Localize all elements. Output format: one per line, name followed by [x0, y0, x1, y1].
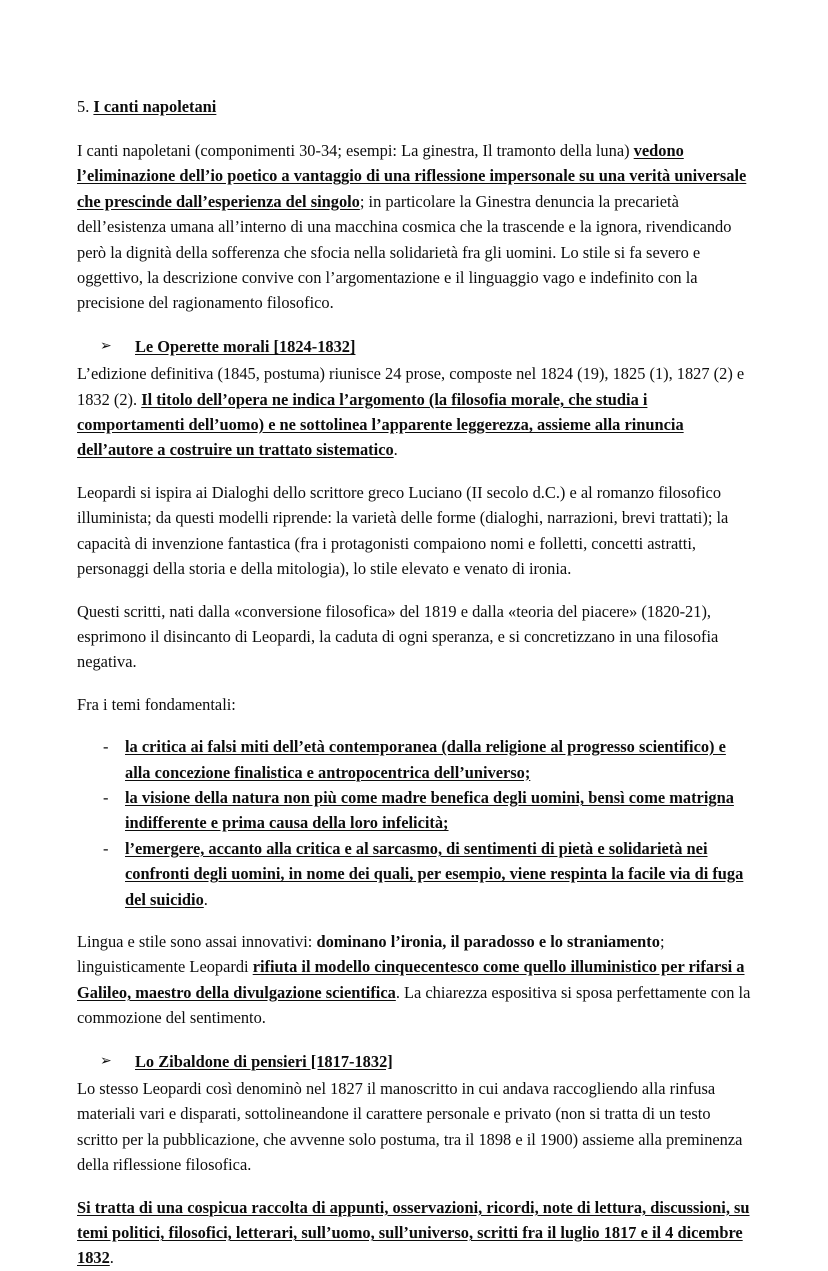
paragraph-raccolta [77, 1195, 753, 1271]
paragraph-temi-intro: Fra i temi fondamentali: [77, 694, 236, 714]
paragraph-scritti: Questi scritti, nati dalla «conversione filosofica» del 1819 e dalla «teoria del piacere» (1820-21), esprimono il disincanto di Leopardi, la caduta di ogni speranza, e si concretizzano in una filosofia negativa. [77, 601, 719, 672]
list-item-tail: . [203, 889, 208, 909]
paragraph-lingua-stile [77, 929, 753, 1031]
list-item-text: la visione della natura non più come madre benefica degli uomini, bensì come matrigna indifferente e prima causa della loro infelicità; [125, 787, 734, 833]
paragraph-operette-intro [77, 361, 753, 463]
paragraph-modelli: Leopardi si ispira ai Dialoghi dello scrittore greco Luciano (II secolo d.C.) e al romanzo filosofico illuminista; da questi modelli riprende: la varietà delle forme (dialoghi, narrazioni, brevi trattati); la capacità di invenzione fantastica (fra i protagonisti compaiono nomi e folletti, concetti astratti, personaggi della storia e della mitologia), lo stile elevato e venato di ironia. [77, 482, 729, 579]
subheading-zibaldone-label: Lo Zibaldone di pensieri [1817-1832] [135, 1051, 393, 1071]
paragraph-lingua-emphasis: rifiuta il modello cinquecentesco come quello illuministico per rifarsi a Galileo, maestro della divulgazione scientifica [77, 957, 745, 1002]
paragraph-canti-rest: ; in particolare la Ginestra denuncia la precarietà dell’esistenza umana all’interno di una macchina cosmica che la trascende e la ignora, rivendicando però la dignità della sofferenza che sfocia nella solidarietà fra gli uomini. Lo stile si fa severo e oggettivo, la descrizione convive con l’argomentazione e il linguaggio vago e indefinito con la precisione del ragionamento filosofico. [77, 191, 732, 313]
list-item [77, 836, 753, 912]
list-item-text: la critica ai falsi miti dell’età contemporanea (dalla religione al progresso scientifico) e alla concezione finalistica e antropocentrica dell’universo; [125, 737, 726, 782]
paragraph-lingua-rest: . La chiarezza espositiva si sposa perfettamente con la commozione del sentimento. [77, 982, 751, 1028]
paragraph-lingua-bold: dominano l’ironia, il paradosso e lo straniamento [316, 931, 660, 951]
paragraph-canti-napoletani [77, 138, 753, 316]
paragraph-canti-lead: I canti napoletani (componimenti 30-34; esempi: La ginestra, Il tramonto della luna) [77, 141, 634, 160]
dash-bullet-icon: - [103, 737, 109, 757]
list-item-text: l’emergere, accanto alla critica e al sarcasmo, di sentimenti di pietà e solidarietà nei confronti degli uomini, in nome dei quali, per esempio, viene respinta la facile via di fuga del suicidio [125, 838, 744, 909]
paragraph-lingua-mid: ; linguisticamente Leopardi [77, 931, 665, 977]
section-title: I canti napoletani [93, 97, 217, 116]
dash-bullet-icon: - [103, 787, 109, 807]
subheading-operette-label: Le Operette morali [1824-1832] [135, 336, 356, 356]
paragraph-raccolta-rest: . [109, 1248, 114, 1268]
section-number: 5. [77, 97, 90, 116]
paragraph-zibaldone: Lo stesso Leopardi così denominò nel 1827 il manoscritto in cui andava raccogliendo alla rinfusa materiali vari e disparati, sottolineandone il carattere personale e privato (non si tratta di un testo scritto per la pubblicazione, che avvenne solo postuma, tra il 1898 e il 1900) assieme alla preminenza della riflessione filosofica. [77, 1079, 743, 1175]
paragraph-operette-lead: L’edizione definitiva (1845, postuma) riunisce 24 prose, composte nel 1824 (19), 1825 (1), 1827 (2) e 1832 (2). [77, 364, 745, 409]
paragraph-raccolta-emphasis: Si tratta di una cospicua raccolta di appunti, osservazioni, ricordi, note di lettura, discussioni, su temi politici, filosofici, letterari, sull’uomo, sull’universo, scritti fra il luglio 1817 e il 4 dicembre 1832 [77, 1197, 750, 1268]
list-item [77, 734, 753, 785]
paragraph-operette-rest: . [393, 440, 398, 460]
paragraph-canti-emphasis: vedono l’eliminazione dell’io poetico a vantaggio di una riflessione impersonale su una verità universale che prescinde dall’esperienza del singolo [77, 141, 747, 211]
temi-list [77, 734, 753, 912]
subheading-operette-morali [77, 334, 753, 359]
list-item [77, 785, 753, 836]
paragraph-operette-emphasis: Il titolo dell’opera ne indica l’argomento (la filosofia morale, che studia i comportamenti dell’uomo) e ne sottolinea l’apparente leggerezza, assieme alla rinuncia dell’autore a costruire un trattato sistematico [77, 389, 684, 460]
subheading-zibaldone [77, 1049, 753, 1074]
dash-bullet-icon: - [103, 838, 109, 858]
paragraph-lingua-lead: Lingua e stile sono assai innovativi: [77, 931, 317, 951]
page-title [77, 96, 753, 118]
arrowhead-bullet-icon: ➢ [100, 337, 112, 354]
document-body [77, 96, 753, 1271]
arrowhead-bullet-icon: ➢ [100, 1052, 112, 1069]
